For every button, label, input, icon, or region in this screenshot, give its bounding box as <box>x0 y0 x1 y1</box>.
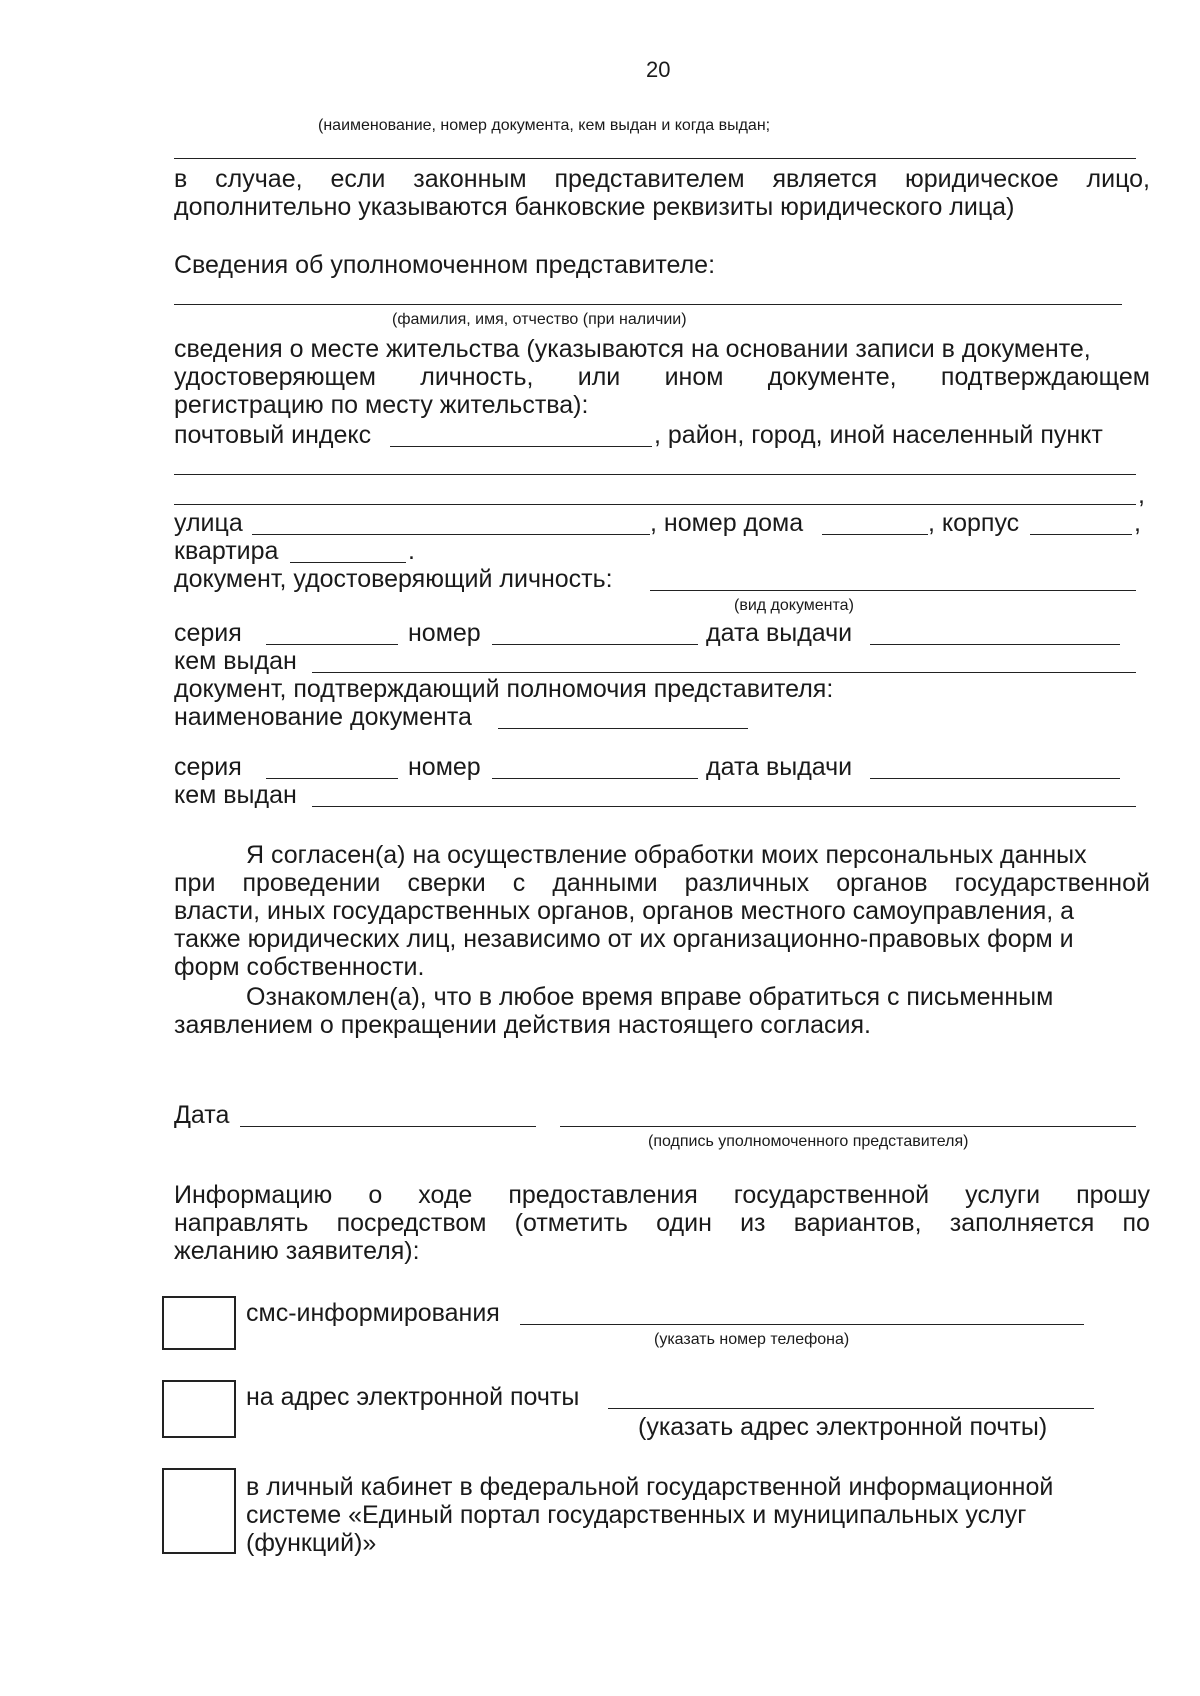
residence-line-2: удостоверяющем личность, или ином документе, подтверждающем <box>174 363 1150 391</box>
doc-type-caption: (вид документа) <box>734 597 854 614</box>
issue-date-label: дата выдачи <box>706 619 853 647</box>
phone-caption: (указать номер телефона) <box>654 1331 850 1348</box>
residence-line-1: сведения о месте жительства (указываются на основании записи в документе, <box>174 335 1091 363</box>
issue-date-label-2: дата выдачи <box>706 753 853 781</box>
authority-doc-label: документ, подтверждающий полномочия представителя: <box>174 675 834 703</box>
street-field[interactable] <box>252 534 650 535</box>
signature-field[interactable] <box>560 1126 1136 1127</box>
consent-line-4: также юридических лиц, независимо от их организационно-правовых форм и <box>174 925 1074 953</box>
id-doc-field[interactable] <box>650 590 1136 591</box>
portal-label-line-2: системе «Единый портал государственных и муниципальных услуг <box>246 1501 1027 1529</box>
info-line-3: желанию заявителя): <box>174 1237 420 1265</box>
postal-field[interactable] <box>390 446 652 447</box>
top-caption: (наименование, номер документа, кем выдан и когда выдан; <box>318 117 771 134</box>
email-checkbox[interactable] <box>162 1380 236 1438</box>
locality-comma: , <box>1138 481 1145 509</box>
house-label: , номер дома <box>650 509 804 537</box>
series-label: серия <box>174 619 242 647</box>
notice-line-1: Ознакомлен(а), что в любое время вправе обратиться с письменным <box>246 983 1054 1011</box>
issued-by-label-2: кем выдан <box>174 781 297 809</box>
corpus-comma: , <box>1134 509 1141 537</box>
doc-name-label: наименование документа <box>174 703 472 731</box>
signature-caption: (подпись уполномоченного представителя) <box>648 1133 969 1150</box>
issue-date-field[interactable] <box>870 644 1120 645</box>
issue-date-field-2[interactable] <box>870 778 1120 779</box>
number-field[interactable] <box>492 644 698 645</box>
number-label: номер <box>408 619 481 647</box>
fio-field[interactable] <box>174 304 1122 305</box>
number-label-2: номер <box>408 753 481 781</box>
email-label: на адрес электронной почты <box>246 1383 580 1411</box>
postal-tail: , район, город, иной населенный пункт <box>654 421 1103 449</box>
doc-name-field[interactable] <box>498 728 748 729</box>
issued-by-field[interactable] <box>312 672 1136 673</box>
legal-entity-line-2: дополнительно указываются банковские реквизиты юридического лица) <box>174 193 1015 221</box>
portal-label-line-3: (функций)» <box>246 1529 377 1557</box>
sms-checkbox[interactable] <box>162 1296 236 1350</box>
locality-field-2[interactable] <box>174 504 1136 505</box>
postal-label: почтовый индекс <box>174 421 372 449</box>
residence-line-3: регистрацию по месту жительства): <box>174 391 589 419</box>
fio-caption: (фамилия, имя, отчество (при наличии) <box>392 311 687 328</box>
issued-by-label: кем выдан <box>174 647 297 675</box>
info-line-2: направлять посредством (отметить один из вариантов, заполняется по <box>174 1209 1150 1237</box>
series-field[interactable] <box>266 644 398 645</box>
series-label-2: серия <box>174 753 242 781</box>
info-line-1: Информацию о ходе предоставления государственной услуги прошу <box>174 1181 1150 1209</box>
portal-label-line-1: в личный кабинет в федеральной государственной информационной <box>246 1473 1054 1501</box>
apartment-field[interactable] <box>290 562 406 563</box>
legal-entity-line-1: в случае, если законным представителем является юридическое лицо, <box>174 165 1150 193</box>
issued-by-field-2[interactable] <box>312 806 1136 807</box>
id-doc-label: документ, удостоверяющий личность: <box>174 565 613 593</box>
email-caption: (указать адрес электронной почты) <box>638 1413 1048 1441</box>
consent-line-5: форм собственности. <box>174 953 425 981</box>
apartment-period: . <box>408 537 415 565</box>
series-field-2[interactable] <box>266 778 398 779</box>
rep-heading: Сведения об уполномоченном представителе: <box>174 251 716 279</box>
consent-line-2: при проведении сверки с данными различных органов государственной <box>174 869 1150 897</box>
locality-field-1[interactable] <box>174 474 1136 475</box>
phone-field[interactable] <box>520 1324 1084 1325</box>
corpus-label: , корпус <box>928 509 1020 537</box>
consent-line-1: Я согласен(а) на осуществление обработки моих персональных данных <box>246 841 1087 869</box>
page-number: 20 <box>646 57 671 82</box>
portal-checkbox[interactable] <box>162 1468 236 1554</box>
notice-line-2: заявлением о прекращении действия настоящего согласия. <box>174 1011 871 1039</box>
date-label: Дата <box>174 1101 230 1129</box>
number-field-2[interactable] <box>492 778 698 779</box>
corpus-field[interactable] <box>1030 534 1132 535</box>
date-field[interactable] <box>240 1126 536 1127</box>
sms-label: смс-информирования <box>246 1299 500 1327</box>
apartment-label: квартира <box>174 537 279 565</box>
email-field[interactable] <box>608 1408 1094 1409</box>
street-label: улица <box>174 509 243 537</box>
top-underline <box>174 158 1136 159</box>
consent-line-3: власти, иных государственных органов, органов местного самоуправления, а <box>174 897 1075 925</box>
house-field[interactable] <box>822 534 928 535</box>
